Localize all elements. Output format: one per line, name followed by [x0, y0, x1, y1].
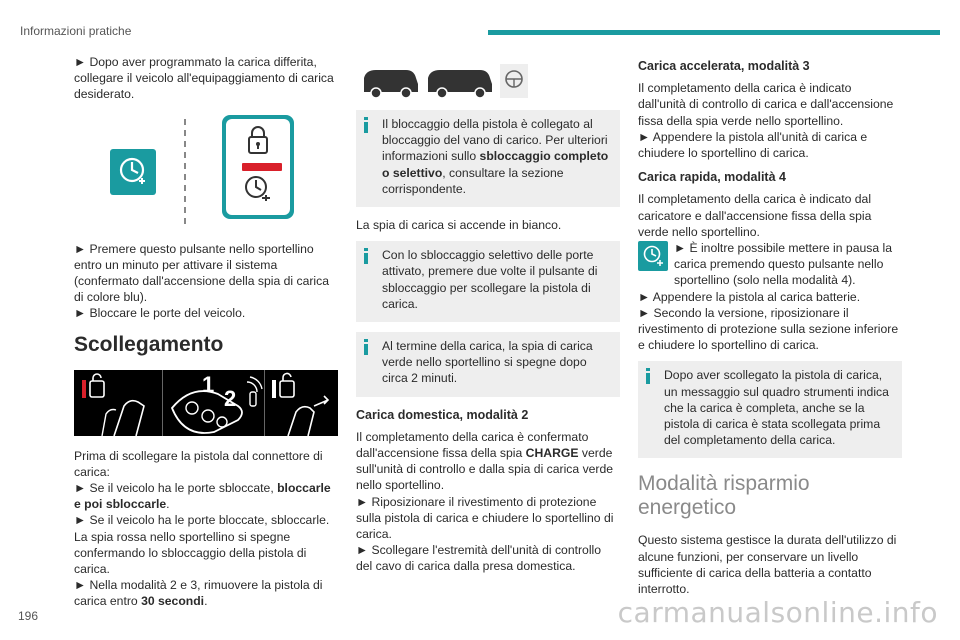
- info-note: Dopo aver scollegato la pistola di carica, un messaggio sul quadro strumenti indica che la carica è completa, anche se la pistola di carica è stata scollegata prima del completamento della carica.: [638, 361, 902, 458]
- info-note: Il bloccaggio della pistola è collegato al bloccaggio del vano di carico. Per ulteriori informazioni sullo sbloccaggio completo o selettivo, consultare la sezione corrispondente.: [356, 110, 620, 207]
- info-icon: [364, 117, 368, 133]
- paragraph: Questo sistema gestisce la durata dell'utilizzo di alcune funzioni, per conservare un livello sufficiente di carica della batteria a contatto interrotto.: [638, 533, 897, 597]
- paragraph: Il completamento della carica è confermato dall'accensione fissa della spia CHARGE verde sull'unità di controllo e dalla spia di carica verde nello sportellino.: [356, 429, 614, 493]
- paragraph: ► Bloccare le porte del veicolo.: [74, 306, 246, 321]
- paragraph: Il completamento della carica è indicato dall'unità di controllo di carica e dall'accensione fissa della spia verde nello sportellino.: [638, 81, 894, 128]
- paragraph: ► Dopo aver programmato la carica differita, collegare il veicolo all'equipaggiamento di carica desiderato.: [74, 55, 334, 102]
- charge-button-figure: [74, 115, 338, 231]
- paragraph: Il completamento della carica è indicato dal caricatore e dall'accensione fissa della spia verde nello sportellino.: [638, 192, 872, 239]
- info-note: Al termine della carica, la spia di carica verde nello sportellino si spegne dopo circa 2 minuti.: [356, 332, 620, 397]
- red-indicator-light: [242, 163, 282, 171]
- step-number: 2: [224, 385, 237, 411]
- info-note: Con lo sbloccaggio selettivo delle porte attivato, premere due volte il pulsante di sbloccaggio per scollegare la pistola di carica.: [356, 241, 620, 322]
- step-number: 1: [202, 371, 215, 397]
- key-fob-icon: [172, 377, 262, 433]
- paragraph: ► Premere questo pulsante nello sportellino entro un minuto per attivare il sistema (confermato dall'accensione della spia di carica di colore blu).: [74, 241, 330, 305]
- plug-unlock-icon: [272, 373, 328, 436]
- paragraph-with-icon: ► È inoltre possibile mettere in pausa la carica premendo questo pulsante nello sportellino (solo nella modalità 4).: [638, 240, 902, 289]
- info-icon: [646, 368, 650, 384]
- info-icon: [364, 339, 368, 355]
- watermark: carmanualsonline.info: [617, 596, 938, 629]
- paragraph: ► Se il veicolo ha le porte bloccate, sbloccarle.: [74, 513, 330, 528]
- pause-charge-button-icon: [638, 241, 668, 271]
- subheading: Carica accelerata, modalità 3: [638, 59, 810, 73]
- charging-flap-panel: [222, 115, 294, 219]
- page-number: 196: [18, 609, 39, 623]
- divider-dashed: [184, 119, 186, 229]
- section-heading: Scollegamento: [74, 332, 224, 356]
- column-2: [356, 54, 620, 575]
- header-accent-bar: [488, 30, 940, 35]
- paragraph: Prima di scollegare la pistola dal connettore di carica:: [74, 448, 323, 479]
- subheading: Carica domestica, modalità 2: [356, 407, 529, 422]
- section-heading: Modalità risparmio energetico: [638, 472, 810, 520]
- paragraph: ► Riposizionare il rivestimento di protezione sulla pistola di carica e chiudere lo sportellino di carica.: [356, 494, 614, 542]
- lock-icon: [226, 119, 290, 163]
- paragraph: ► Nella modalità 2 e 3, rimuovere la pistola di carica entro 30 secondi.: [74, 578, 323, 609]
- steering-wheel-icon: [500, 64, 528, 98]
- divider: [264, 370, 265, 436]
- paragraph: ► Appendere la pistola all'unità di carica e chiudere lo sportellino di carica.: [638, 129, 868, 161]
- unlock-sequence-figure: [74, 370, 338, 436]
- info-icon: [364, 248, 368, 264]
- van-short-icon: [364, 70, 418, 98]
- column-3: [638, 54, 902, 597]
- clock-plug-icon: [226, 171, 290, 215]
- vehicle-icons: [356, 62, 620, 102]
- divider: [162, 370, 163, 436]
- delayed-charge-button-icon: [110, 149, 156, 195]
- paragraph: La spia di carica si accende in bianco.: [356, 218, 562, 233]
- column-1: [74, 54, 338, 610]
- van-long-icon: [428, 70, 492, 98]
- plug-lock-icon: [82, 374, 144, 436]
- paragraph: ► Scollegare l'estremità dell'unità di controllo del cavo di carica dalla presa domestica.: [356, 543, 602, 574]
- paragraph: ► Secondo la versione, riposizionare il rivestimento di protezione sulla sezione inferiore e chiudere lo sportellino di carica.: [638, 305, 899, 353]
- section-title: Informazioni pratiche: [20, 24, 132, 38]
- paragraph: ► Appendere la pistola al carica batterie.: [638, 289, 861, 304]
- paragraph: La spia rossa nello sportellino si spegne confermando lo sbloccaggio della pistola di carica.: [74, 529, 307, 577]
- subheading: Carica rapida, modalità 4: [638, 170, 786, 185]
- paragraph: ► Se il veicolo ha le porte sbloccate, bloccarle e poi sbloccarle.: [74, 481, 331, 512]
